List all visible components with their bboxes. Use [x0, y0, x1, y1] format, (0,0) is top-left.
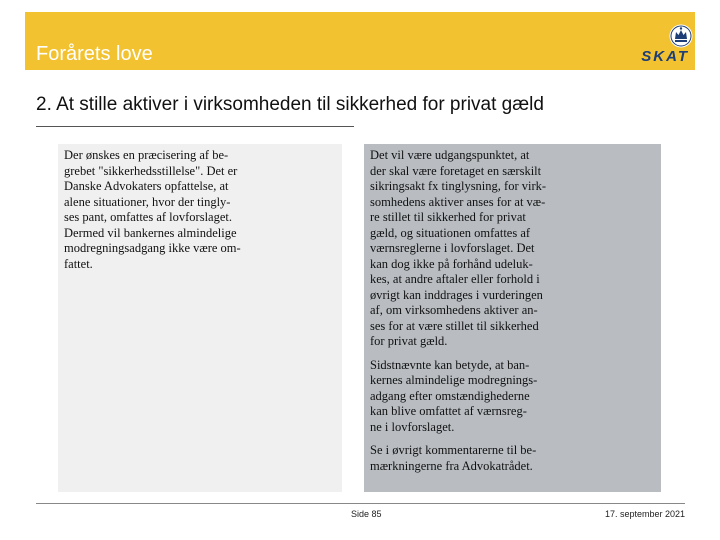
- logo-text: SKAT: [641, 48, 689, 65]
- scanned-text-right: [364, 144, 661, 492]
- footer-divider: [36, 503, 685, 504]
- scan-paragraph: Det vil være udgangspunktet, at der skal være foretaget en særskilt sikringsakt fx tinglysning, for virk- somhedens aktiver anses for at væ- re stillet til sikkerhed for privat gæld, og situationen omfattes af værnsreglerne i lovforslaget. Det kan dog ikke på forhånd udeluk- kes, at andre aftaler eller forhold i øvrigt kan inddrages i vurderingen af, om virksomhedens aktiver an- ses for at være stillet til sikkerhed for privat gæld.: [370, 148, 547, 348]
- heading-divider: [36, 126, 354, 127]
- scan-paragraph: Se i øvrigt kommentarerne til be- mærkningerne fra Advokatrådet.: [370, 443, 537, 473]
- skat-logo: [617, 22, 689, 66]
- header-banner: [25, 12, 695, 70]
- page-number: Side 85: [351, 509, 382, 519]
- crown-icon: [669, 23, 693, 49]
- scanned-text-left: [58, 144, 342, 492]
- scan-paragraph: Sidstnævnte kan betyde, at ban- kernes almindelige modregnings- adgang efter omstændighederne kan blive omfattet af værnsreg- ne i lovforslaget.: [370, 357, 538, 434]
- slide-heading: 2. At stille aktiver i virksomheden til sikkerhed for privat gæld: [36, 94, 544, 115]
- scan-paragraph: Der ønskes en præcisering af be- grebet "sikkerhedsstillelse". Det er Danske Advokaters opfattelse, at alene situationer, hvor der tingly- ses pant, omfattes af lovforslaget. Dermed vil bankernes almindelige modregningsadgang ikke være om- fattet.: [64, 148, 241, 271]
- footer-date: 17. september 2021: [604, 509, 685, 519]
- presentation-title: Forårets love: [36, 43, 153, 65]
